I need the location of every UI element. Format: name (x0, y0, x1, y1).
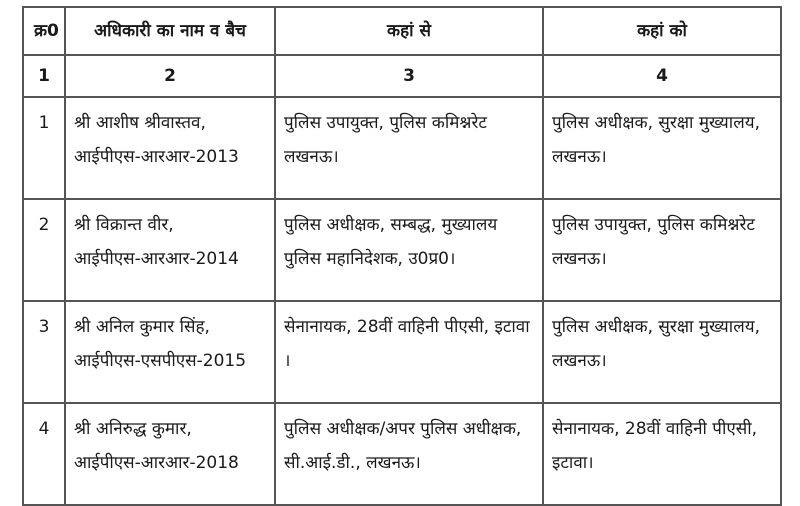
table-row (23, 403, 781, 505)
officer-name: श्री अनिल कुमार सिंह, (74, 317, 210, 337)
to-line: पुलिस उपायुक्त, पुलिस कमिश्नरेट (552, 215, 755, 235)
transfer-table-container (22, 6, 780, 478)
column-number: 1 (23, 55, 65, 97)
column-number: 2 (65, 55, 275, 97)
officer-batch: आईपीएस-आरआर-2013 (74, 147, 239, 167)
to-line: लखनऊ। (552, 147, 607, 167)
from-cell (275, 403, 543, 505)
header-row (23, 7, 781, 55)
officer-transfer-table (22, 6, 782, 506)
from-line: पुलिस महानिदेशक, उ0प्र0। (284, 249, 456, 269)
to-line: पुलिस अधीक्षक, सुरक्षा मुख्यालय, (552, 317, 760, 337)
header-serial-number: क्र0 (23, 7, 65, 55)
column-number: 4 (543, 55, 781, 97)
from-line: पुलिस उपायुक्त, पुलिस कमिश्नरेट (284, 113, 487, 133)
table-row (23, 97, 781, 199)
table-row (23, 199, 781, 301)
to-cell (543, 199, 781, 301)
to-line: लखनऊ। (552, 249, 607, 269)
header-from: कहां से (275, 7, 543, 55)
to-line: पुलिस अधीक्षक, सुरक्षा मुख्यालय, (552, 113, 760, 133)
to-cell (543, 97, 781, 199)
to-line: इटावा। (552, 453, 594, 473)
officer-name-cell (65, 97, 275, 199)
from-line: पुलिस अधीक्षक/अपर पुलिस अधीक्षक, (284, 419, 522, 439)
officer-name: श्री आशीष श्रीवास्तव, (74, 113, 206, 133)
serial-number: 1 (23, 97, 65, 199)
officer-name: श्री अनिरुद्ध कुमार, (74, 419, 192, 439)
officer-batch: आईपीएस-एसपीएस-2015 (74, 351, 247, 371)
table-row (23, 301, 781, 403)
from-line: । (284, 351, 291, 371)
serial-number: 3 (23, 301, 65, 403)
from-cell (275, 199, 543, 301)
from-line: लखनऊ। (284, 147, 339, 167)
to-line: सेनानायक, 28वीं वाहिनी पीएसी, (552, 419, 758, 439)
to-cell (543, 301, 781, 403)
to-cell (543, 403, 781, 505)
header-officer-name-batch: अधिकारी का नाम व बैच (65, 7, 275, 55)
from-cell (275, 301, 543, 403)
officer-batch: आईपीएस-आरआर-2018 (74, 453, 239, 473)
from-line: पुलिस अधीक्षक, सम्बद्ध, मुख्यालय (284, 215, 498, 235)
officer-name-cell (65, 199, 275, 301)
from-cell (275, 97, 543, 199)
officer-batch: आईपीएस-आरआर-2014 (74, 249, 239, 269)
column-number: 3 (275, 55, 543, 97)
from-line: सी.आई.डी., लखनऊ। (284, 453, 421, 473)
serial-number: 2 (23, 199, 65, 301)
officer-name-cell (65, 403, 275, 505)
from-line: सेनानायक, 28वीं वाहिनी पीएसी, इटावा (284, 317, 530, 337)
officer-name: श्री विक्रान्त वीर, (74, 215, 174, 235)
serial-number: 4 (23, 403, 65, 505)
to-line: लखनऊ। (552, 351, 607, 371)
column-number-row (23, 55, 781, 97)
header-to: कहां को (543, 7, 781, 55)
officer-name-cell (65, 301, 275, 403)
